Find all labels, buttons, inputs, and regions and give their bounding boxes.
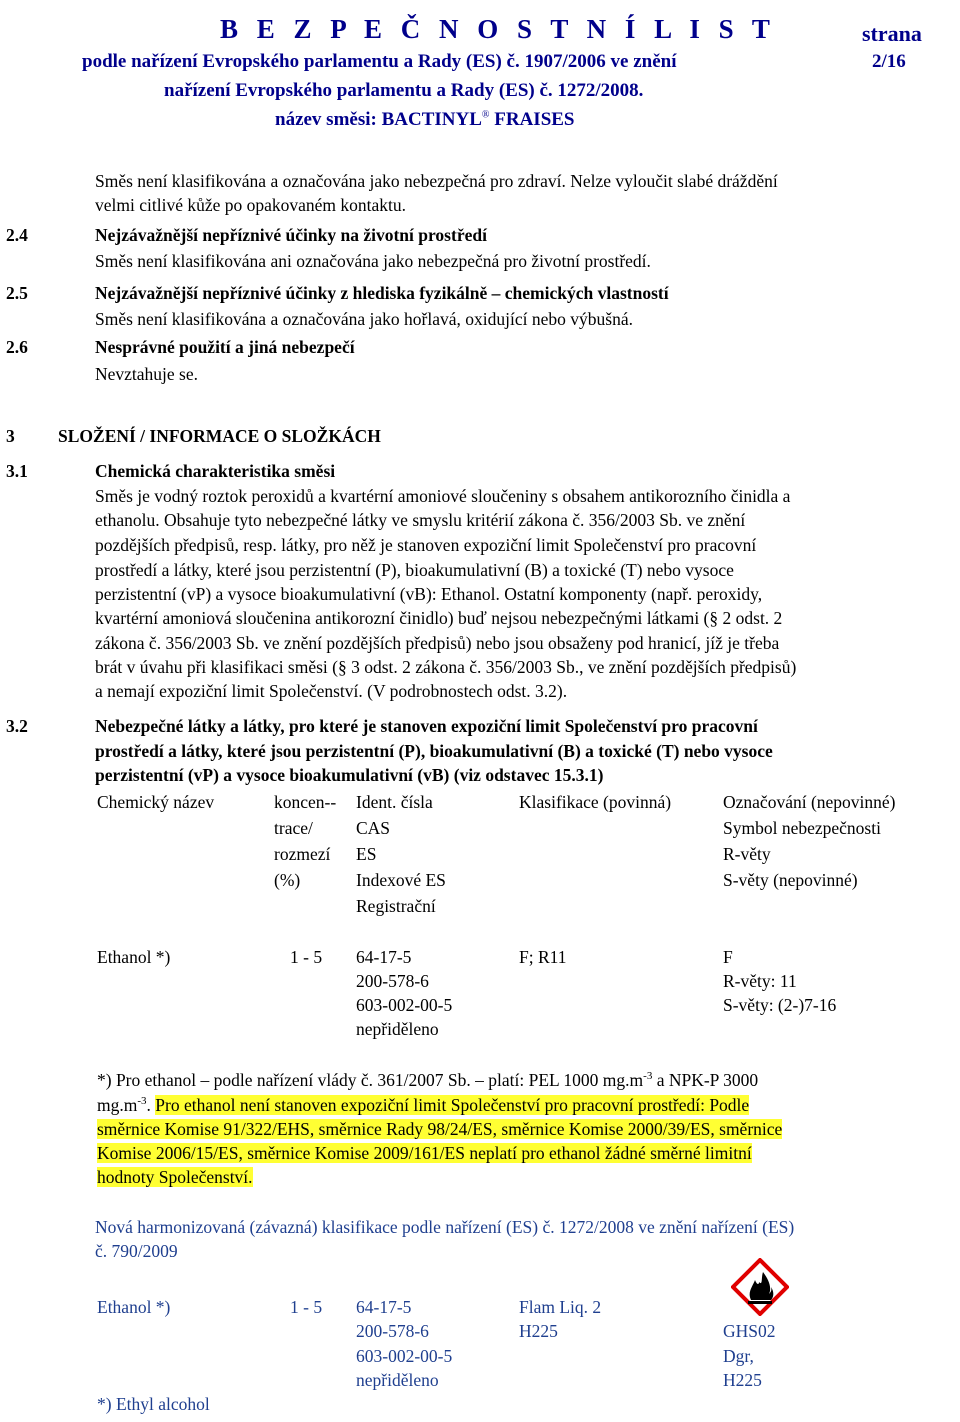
footnote-highlight-line: směrnice Komise 91/322/EHS, směrnice Rady 98/24/ES, směrnice Komise 2000/39/ES, směrnice (97, 1119, 783, 1139)
new-class-id: 200-578-6 (356, 1321, 429, 1341)
footnote-highlight-line: hodnoty Společenství. (97, 1167, 253, 1187)
new-class-id: 603-002-00-5 (356, 1346, 453, 1366)
new-classification-line1: Nová harmonizovaná (závazná) klasifikace podle nařízení (ES) č. 1272/2008 ve znění nařízení (ES) (95, 1217, 795, 1237)
section-3-1-line: ethanolu. Obsahuje tyto nebezpečné látky ve smyslu kritérií zákona č. 356/2003 Sb. ve znění (95, 510, 746, 530)
section-3-1-line: zákona č. 356/2003 Sb. ve znění pozdějších předpisů) nebo jsou obsaženy pod hranicí, jíž je třeba (95, 633, 780, 653)
section-3-1-line: perzistentní (vP) a vysoce bioakumulativní (vB): Ethanol. Ostatní komponenty (např. peroxidy, (95, 584, 763, 604)
section-2-6-number: 2.6 (6, 337, 28, 357)
flame-pictogram-icon (731, 1258, 789, 1316)
section-3-number: 3 (6, 426, 15, 446)
table-header-classification: Klasifikace (povinná) (519, 792, 672, 812)
new-class-id: nepřiděleno (356, 1370, 439, 1390)
table-row-classification: F; R11 (519, 947, 567, 967)
new-class-classification: Flam Liq. 2 (519, 1297, 602, 1317)
table-row-id: 200-578-6 (356, 971, 429, 991)
section-3-1-line: Směs je vodný roztok peroxidů a kvartérní amoniové sloučeniny s obsahem antikorozního činidla a (95, 486, 791, 506)
section-2-5-text: Směs není klasifikována a označována jako hořlavá, oxidující nebo výbušná. (95, 309, 633, 329)
footnote-line2: $mg.m^{-3}$. Pro ethanol není stanoven expoziční limit Společenství pro pracovní prostředí: Podle (97, 1095, 750, 1115)
table-row-concentration: 1 - 5 (290, 947, 323, 967)
section-3-heading: SLOŽENÍ / INFORMACE O SLOŽKÁCH (58, 426, 381, 446)
new-class-classification: H225 (519, 1321, 558, 1341)
section-3-1-line: a nemají expoziční limit Společenství. (V podrobnostech odst. 3.2). (95, 681, 568, 701)
table-header-labelling: Symbol nebezpečnosti (723, 818, 881, 838)
section-2-4-text: Směs není klasifikována ani označována jako nebezpečná pro životní prostředí. (95, 251, 651, 271)
new-class-label: Dgr, (723, 1346, 754, 1366)
footnote-line1: *) Pro ethanol – podle nařízení vlády č. 361/2007 Sb. – platí: PEL 1000 $mg.m^{-3}$ a NPK-P 3000 (97, 1070, 759, 1090)
table-header-name: Chemický název (97, 792, 215, 812)
document-title: B E Z P E Č N O S T N Í L I S T (220, 14, 776, 44)
new-class-name: Ethanol *) (97, 1297, 171, 1317)
section-3-1-line: prostředí a látky, které jsou perzistentní (P), bioakumulativní (B) a toxické (T) nebo vysoce (95, 560, 734, 580)
health-text-line2: velmi citlivé kůže po opakovaném kontaktu. (95, 195, 407, 215)
footnote-highlight-line: Komise 2006/15/ES, směrnice Komise 2009/161/ES neplatí pro ethanol žádné směrné limitní (97, 1143, 752, 1163)
new-class-footnote: *) Ethyl alcohol (97, 1394, 210, 1414)
table-header-ids: CAS (356, 818, 391, 838)
section-2-6-title: Nesprávné použití a jiná nebezpečí (95, 337, 355, 357)
table-header-concentration: (%) (274, 870, 301, 890)
table-header-concentration: rozmezí (274, 844, 331, 864)
table-header-labelling: Označování (nepovinné) (723, 792, 896, 812)
mixture-name: název směsi: BACTINYL® FRAISES (275, 109, 575, 130)
header-regulation-line1: podle nařízení Evropského parlamentu a Rady (ES) č. 1907/2006 ve znění (82, 51, 677, 72)
section-3-1-number: 3.1 (6, 461, 28, 481)
new-class-label: H225 (723, 1370, 762, 1390)
section-3-2-title-line: Nebezpečné látky a látky, pro které je stanoven expoziční limit Společenství pro pracovní (95, 716, 758, 736)
table-row-label: R-věty: 11 (723, 971, 797, 991)
table-row-label: F (723, 947, 733, 967)
section-3-1-line: pozdějších předpisů, resp. látky, pro něž je stanoven expoziční limit Společenství pro pracovní (95, 535, 757, 555)
section-3-2-title-line: prostředí a látky, které jsou perzistentní (P), bioakumulativní (B) a toxické (T) nebo vysoce (95, 741, 773, 761)
table-row-label: S-věty: (2-)7-16 (723, 995, 837, 1015)
table-row-id: nepřiděleno (356, 1019, 439, 1039)
section-2-4-number: 2.4 (6, 225, 28, 245)
new-class-concentration: 1 - 5 (290, 1297, 323, 1317)
section-2-6-text: Nevztahuje se. (95, 364, 199, 384)
page-number: 2/16 (872, 51, 906, 72)
new-class-id: 64-17-5 (356, 1297, 412, 1317)
health-text-line1: Směs není klasifikována a označována jako nebezpečná pro zdraví. Nelze vyloučit slabé dráždění (95, 171, 778, 191)
table-row-id: 603-002-00-5 (356, 995, 453, 1015)
table-header-concentration: koncen-- (274, 792, 337, 812)
section-2-5-title: Nejzávažnější nepříznivé účinky z hlediska fyzikálně – chemických vlastností (95, 283, 669, 303)
new-classification-line2: č. 790/2009 (95, 1241, 178, 1261)
table-header-ids: Registrační (356, 896, 436, 916)
header-regulation-line2: nařízení Evropského parlamentu a Rady (ES) č. 1272/2008. (164, 80, 644, 101)
table-header-ids: Indexové ES (356, 870, 446, 890)
section-3-1-title: Chemická charakteristika směsi (95, 461, 336, 481)
table-row-name: Ethanol *) (97, 947, 171, 967)
section-2-4-title: Nejzávažnější nepříznivé účinky na životní prostředí (95, 225, 487, 245)
table-header-ids: Ident. čísla (356, 792, 433, 812)
table-header-labelling: S-věty (nepovinné) (723, 870, 858, 890)
section-3-1-line: brát v úvahu při klasifikaci směsi (§ 3 odst. 2 zákona č. 356/2003 Sb., ve znění pozdějších předpisů) (95, 657, 797, 677)
page-label: strana (862, 21, 922, 46)
section-3-1-line: kvartérní amoniová sloučenina antikorozní činidlo) buď nejsou nebezpečnými látkami (§ 2 odst. 2 (95, 608, 783, 628)
section-2-5-number: 2.5 (6, 283, 28, 303)
section-3-2-number: 3.2 (6, 716, 28, 736)
new-class-label: GHS02 (723, 1321, 776, 1341)
table-header-ids: ES (356, 844, 377, 864)
table-header-concentration: trace/ (274, 818, 313, 838)
section-3-2-title-line: perzistentní (vP) a vysoce bioakumulativní (vB) (viz odstavec 15.3.1) (95, 765, 604, 785)
table-row-id: 64-17-5 (356, 947, 412, 967)
table-header-labelling: R-věty (723, 844, 771, 864)
